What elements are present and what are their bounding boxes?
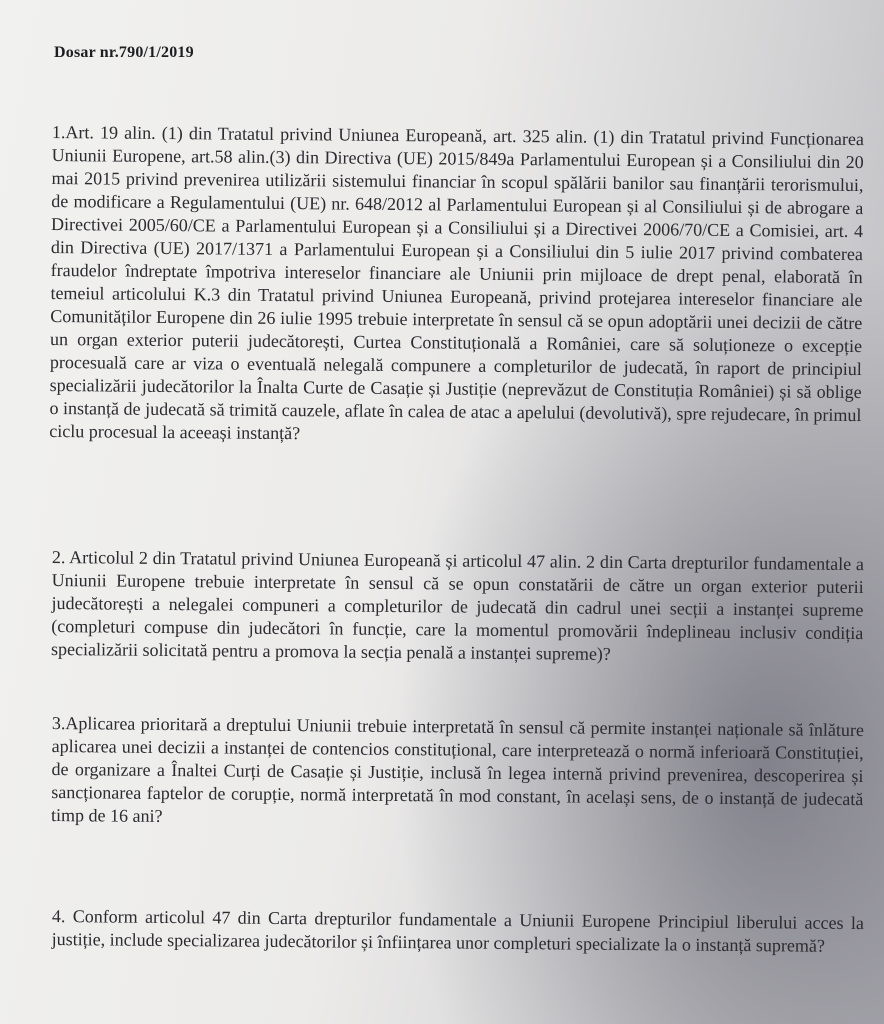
question-3-paragraph: 3.Aplicarea prioritară a dreptului Uniunii trebuie interpretată în sensul că permite instanței naționale să înlăture aplicarea unei decizii a instanței de contencios constituțional, care interpretează o normă inferioară Constituției, de organizare a Înaltei Curți de Casație și Justiție, inclusă în legea internă privind prevenirea, descoperirea și sancționarea faptelor de corupție, normă interpretată în mod constant, în același sens, de o instanță de judecată timp de 16 ani? [51, 712, 864, 826]
question-2-paragraph: 2. Articolul 2 din Tratatul privind Uniunea Europeană și articolul 47 alin. 2 din Carta drepturilor fundamentale a Uniunii Europene trebuie interpretate în sensul că se opun constatării de către un organ exterior puterii judecătorești a nelegalei compuneri a completurilor de judecată din cadrul unei secții a instanței supreme (completuri compuse din judecători în funcție, care la momentul promovării îndeplineau inclusiv condiția specializării solicitată pentru a promova la secția penală a instanței supreme)? [51, 546, 864, 664]
case-number-title: Dosar nr.790/1/2019 [54, 44, 194, 61]
question-4-paragraph: 4. Conform articolul 47 din Carta drepturilor fundamentale a Uniunii Europene Principiul liberului acces la justiție, include specializarea judecătorilor și înființarea unor completuri specializate la o instanță supremă? [51, 905, 864, 956]
question-1-paragraph: 1.Art. 19 alin. (1) din Tratatul privind Uniunea Europeană, art. 325 alin. (1) din Tratatul privind Funcționarea Uniunii Europene, art.58 alin.(3) din Directiva (UE) 2015/849a Parlamentului European și a Consiliului din 20 mai 2015 privind prevenirea utilizării sistemului financiar în scopul spălării banilor sau finanțării terorismului, de modificare a Regulamentului (UE) nr. 648/2012 al Parlamentului European și al Consiliului și de abrogare a Directivei 2005/60/CE a Parlamentului European și a Consiliului și a Directivei 2006/70/CE a Comisiei, art. 4 din Directiva (UE) 2017/1371 a Parlamentului European și a Consiliului din 5 iulie 2017 privind combaterea fraudelor îndreptate împotriva intereselor financiare ale Uniunii prin mijloace de drept penal, elaborată în temeiul articolului K.3 din Tratatul privind Uniunea Europeană, privind protejarea intereselor financiare ale Comunităților Europene din 26 iulie 1995 trebuie interpretate în sensul că se opun adoptării unei decizii de către un organ exterior puterii judecătorești, Curtea Constituțională a României, care să soluționeze o excepție procesuală care ar viza o eventuală nelegală compunere a completurilor de judecată, în raport de principiul specializării judecătorilor la Înalta Curte de Casație și Justiție (neprevăzut de Constituția României) și să oblige o instanță de judecată să trimită cauzele, aflate în calea de atac a apelului (devolutivă), spre rejudecare, în primul ciclu procesual la aceeași instanță? [49, 121, 864, 444]
